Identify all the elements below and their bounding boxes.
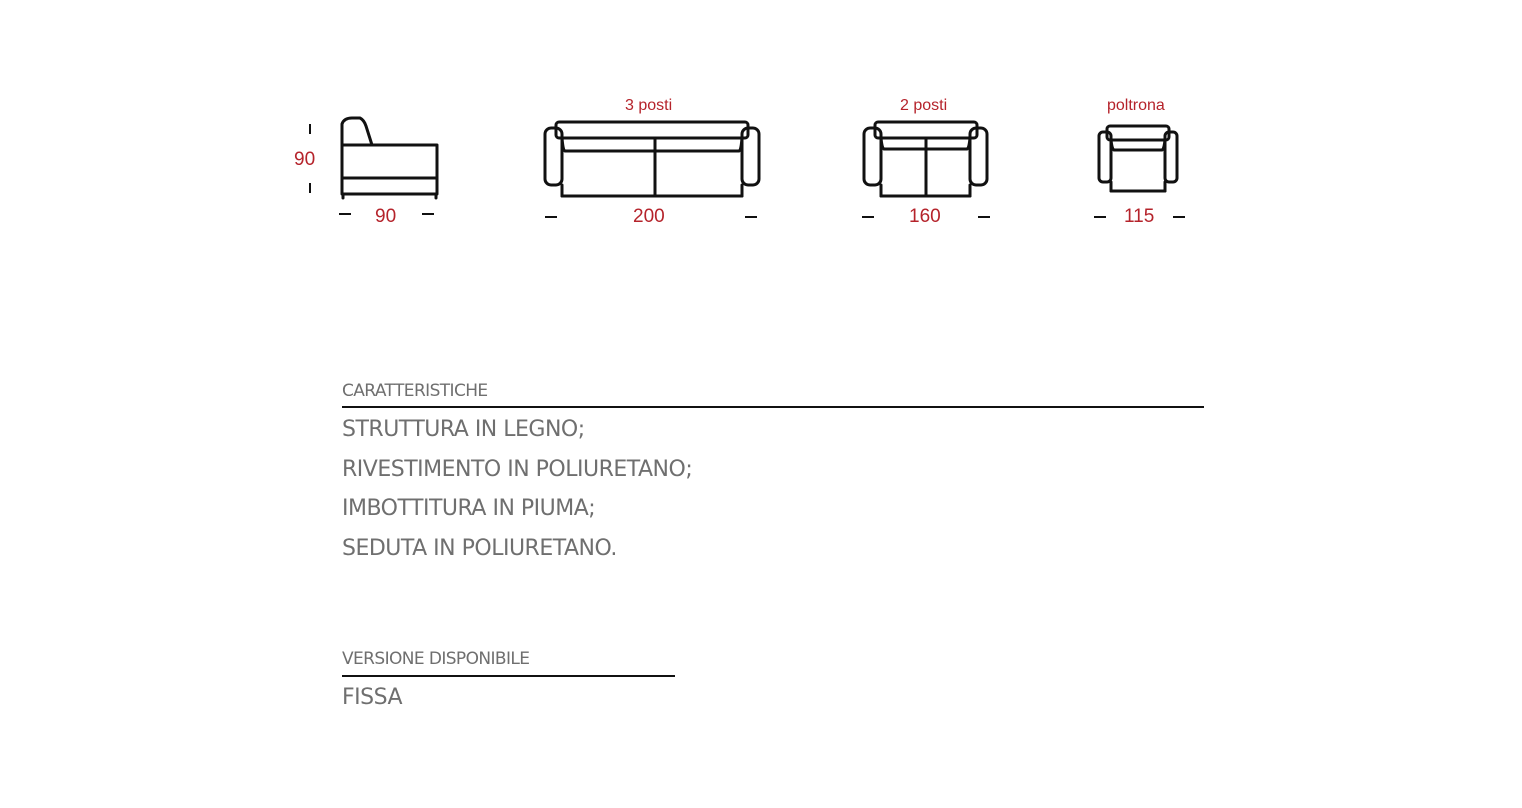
feature-item: RIVESTIMENTO IN POLIURETANO; <box>342 457 693 482</box>
armchair-tick-right <box>1173 216 1185 218</box>
version-heading: VERSIONE DISPONIBILE <box>342 649 530 669</box>
armchair-width-label: 115 <box>1124 206 1155 227</box>
feature-item: IMBOTTITURA IN PIUMA; <box>342 496 596 521</box>
side-width-label: 90 <box>375 206 397 227</box>
two-seat-tick-right <box>978 216 990 218</box>
side-width-tick-left <box>339 213 351 215</box>
feature-item: STRUTTURA IN LEGNO; <box>342 417 585 442</box>
three-seat-tick-right <box>745 216 757 218</box>
three-seat-label: 3 posti <box>625 97 673 114</box>
height-tick-top <box>309 124 311 134</box>
version-rule <box>342 675 675 677</box>
side-view-drawing <box>336 116 442 200</box>
three-seat-drawing <box>543 120 763 200</box>
side-height-label: 90 <box>294 149 316 170</box>
features-heading: CARATTERISTICHE <box>342 381 488 401</box>
two-seat-drawing <box>862 120 992 200</box>
armchair-label: poltrona <box>1107 97 1165 114</box>
height-tick-bottom <box>309 183 311 193</box>
three-seat-tick-left <box>545 216 557 218</box>
two-seat-label: 2 posti <box>900 97 948 114</box>
feature-item: SEDUTA IN POLIURETANO. <box>342 536 617 561</box>
armchair-tick-left <box>1094 216 1106 218</box>
two-seat-width-label: 160 <box>909 206 941 227</box>
features-rule <box>342 406 1204 408</box>
two-seat-tick-left <box>862 216 874 218</box>
side-width-tick-right <box>422 213 434 215</box>
armchair-drawing <box>1097 124 1181 194</box>
version-value: FISSA <box>342 685 403 710</box>
three-seat-width-label: 200 <box>633 206 665 227</box>
